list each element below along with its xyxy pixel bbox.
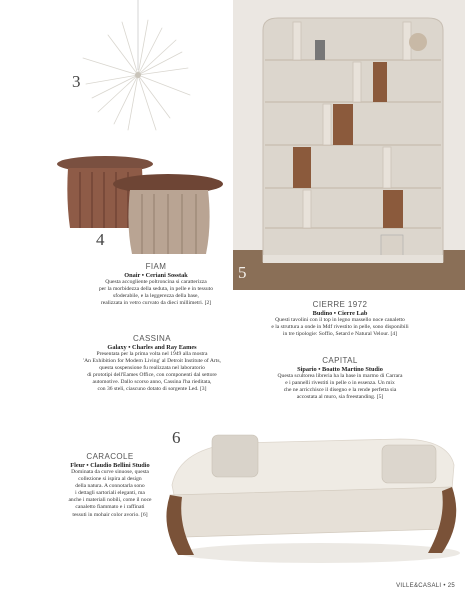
cierre-brand: CIERRE 1972 — [312, 300, 368, 309]
caracole-line: Dominata da curve sinuose, questa — [71, 469, 149, 475]
galaxy-lamp-image — [78, 0, 198, 140]
caracole-line: anche i materiali nobili, come il noce — [68, 497, 152, 504]
cassina-brand: CASSINA — [133, 334, 171, 343]
cassina-block — [62, 334, 242, 394]
cierre-line: e la struttura a onde in Mdf rivestito in pelle, sono disponibili — [271, 324, 409, 331]
cassina-title: Galaxy • Charles and Ray Eames — [107, 344, 197, 351]
capital-block — [240, 356, 440, 401]
budino-tables-image — [50, 150, 235, 260]
capital-title: Sipario • Boatto Martino Studio — [297, 366, 383, 373]
fiam-title: Onair • Ceriani Sosstak — [124, 272, 188, 279]
fiam-text — [82, 279, 230, 307]
cassina-line: questa sospensione fu realizzata nel laboratorio — [99, 365, 205, 372]
capital-line: e i pannelli rivestiti in pelle o in essenza. Un mix — [285, 380, 395, 387]
cassina-line: Presentata per la prima volta nel 1949 alla mostra — [96, 351, 208, 357]
image-number-6: 6 — [172, 428, 181, 447]
caracole-brand: CARACOLE — [86, 452, 134, 461]
fiam-line: Questa accogliente poltroncina si caratterizza — [105, 279, 207, 285]
capital-brand: CAPITAL — [322, 356, 358, 365]
page-footer: VILLE&CASALI • 25 — [396, 583, 455, 589]
fiam-brand: FIAM — [145, 262, 167, 271]
fiam-line: sfoderabile, e la leggerezza della base, — [113, 293, 199, 300]
fiam-block — [82, 262, 230, 307]
cierre-block — [240, 300, 440, 338]
fleur-sofa-image — [160, 425, 465, 575]
fiam-line: per la morbidezza della seduta, in pelle e in tessuto — [98, 286, 213, 293]
caracole-line: collezione si ispira al design — [78, 476, 142, 483]
caracole-text — [60, 469, 160, 519]
caracole-line: i dettagli sartoriali eleganti, ma — [75, 490, 145, 497]
capital-line: che ne arricchisce il disegno e la rende perfetta sia — [283, 387, 397, 394]
sipario-bookcase-image — [233, 0, 465, 290]
fiam-line: realizzata in vetro curvato da dieci millimetri. [2] — [100, 300, 212, 307]
cassina-line: automotive. Dallo scorso anno, Cassina l'ha rieditata, — [92, 379, 212, 386]
caracole-line: canaletto fiammato e i raffinati — [75, 504, 145, 511]
cierre-text — [240, 317, 440, 338]
cierre-title: Budino • Cierre Lab — [312, 310, 368, 317]
caracole-line: tessuti in mohair color avorio. [6] — [72, 511, 148, 518]
image-number-5: 5 — [238, 263, 247, 282]
capital-text — [240, 373, 440, 401]
capital-line: accostata al muro, sia freestanding. [5] — [296, 394, 384, 401]
image-number-4: 4 — [96, 230, 105, 249]
cassina-text — [62, 351, 242, 394]
cassina-line: con 36 steli, ciascuno dotato di sorgente Led. [3] — [97, 386, 207, 393]
cierre-line: Questi tavolini con il top in legno massello noce canaletto — [275, 317, 405, 323]
caracole-block — [60, 452, 160, 519]
image-number-3: 3 — [72, 72, 81, 91]
caracole-title: Fleur • Claudio Bellini Studio — [70, 462, 150, 469]
cierre-line: in tre tipologie: Soffio, Setard e Natural Velour. [4] — [282, 331, 398, 338]
cassina-line: 'An Exhibition for Modern Living' al Detroit Institute of Arts, — [83, 358, 221, 365]
cassina-line: di prototipi dell'Eames Office, con componenti dal settore — [87, 372, 217, 379]
caracole-line: della natura. A connotarla sono — [75, 483, 145, 490]
capital-line: Questa scultorea libreria ha la base in marmo di Carrara — [277, 373, 403, 379]
